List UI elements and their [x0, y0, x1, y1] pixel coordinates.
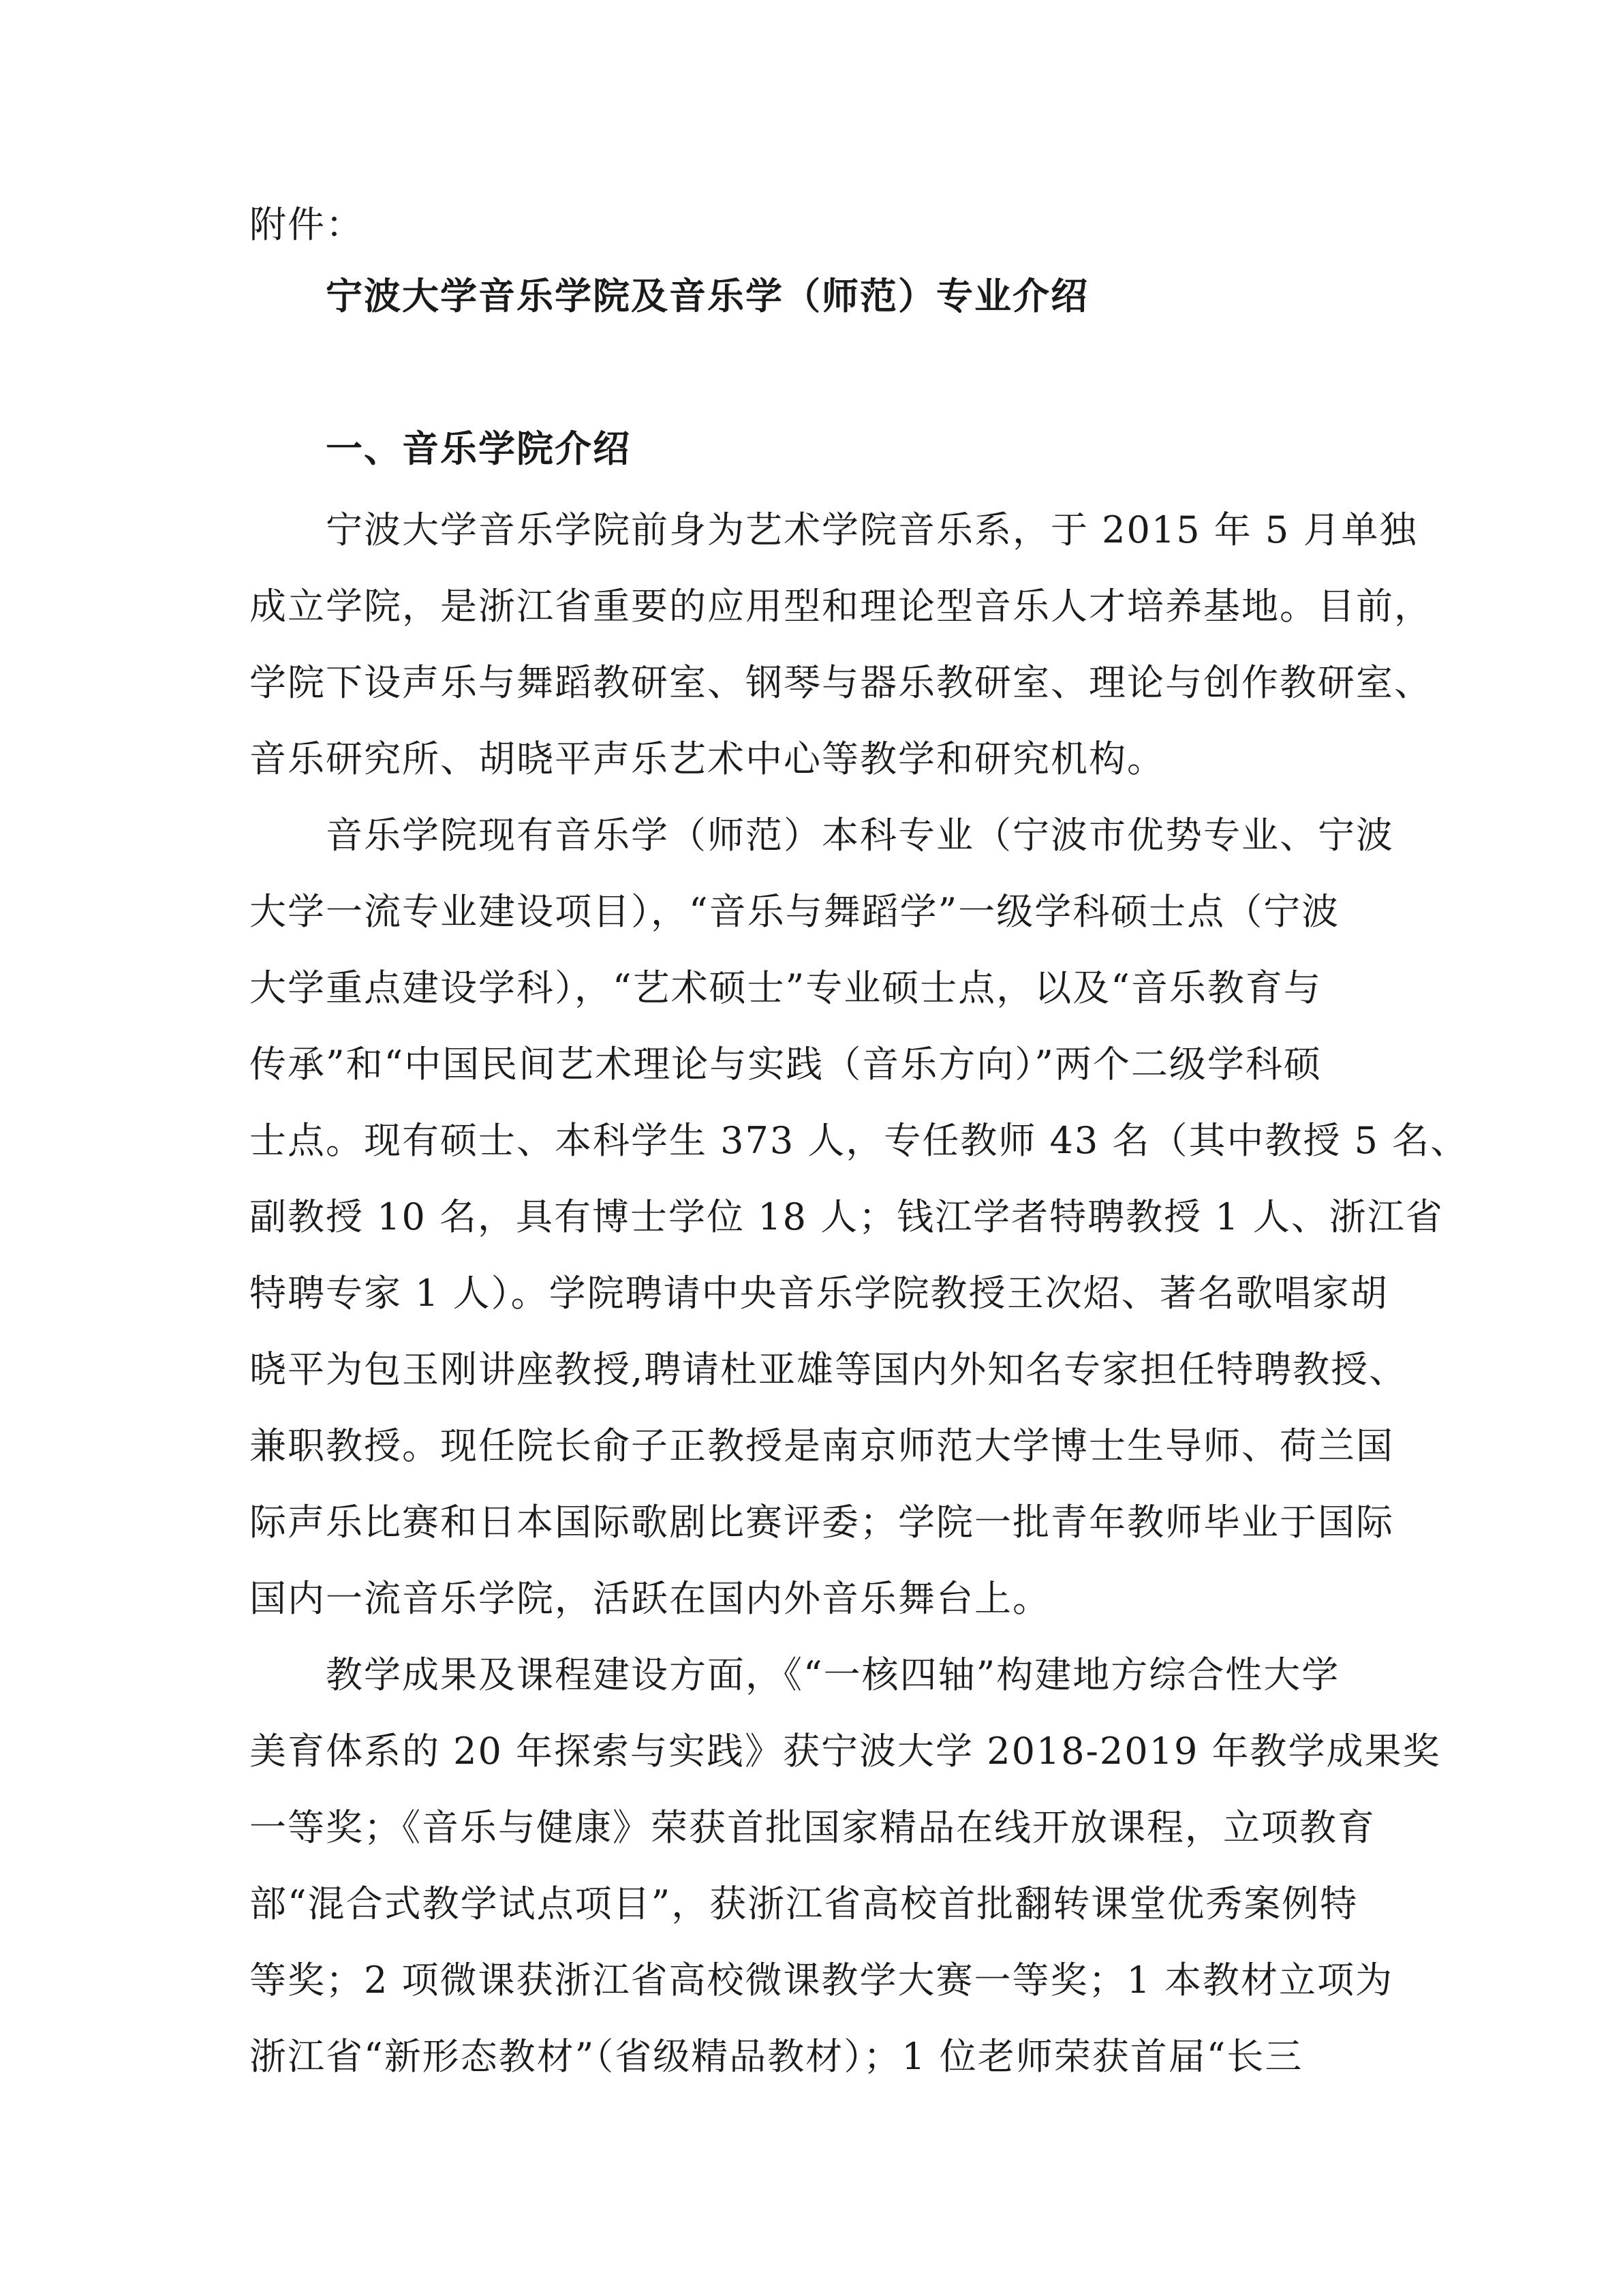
paragraph-line: 等奖；2 项微课获浙江省高校微课教学大赛一等奖；1 本教材立项为 — [249, 1959, 1394, 2002]
section-heading: 一、音乐学院介绍 — [326, 427, 631, 470]
paragraph-line: 晓平为包玉刚讲座教授,聘请杜亚雄等国内外知名专家担任特聘教授、 — [249, 1348, 1408, 1391]
paragraph-line: 音乐研究所、胡晓平声乐艺术中心等教学和研究机构。 — [249, 737, 1165, 780]
paragraph-line: 成立学院，是浙江省重要的应用型和理论型音乐人才培养基地。目前， — [249, 585, 1432, 628]
paragraph-line: 大学一流专业建设项目），“音乐与舞蹈学”一级学科硕士点（宁波 — [249, 890, 1340, 933]
paragraph-line: 兼职教授。现任院长俞子正教授是南京师范大学博士生导师、荷兰国 — [249, 1424, 1394, 1467]
paragraph-line: 国内一流音乐学院，活跃在国内外音乐舞台上。 — [249, 1577, 1051, 1620]
paragraph-line: 副教授 10 名，具有博士学位 18 人；钱江学者特聘教授 1 人、浙江省 — [249, 1195, 1444, 1238]
paragraph-line: 教学成果及课程建设方面，《“一核四轴”构建地方综合性大学 — [326, 1653, 1340, 1696]
paragraph-line: 浙江省“新形态教材”（省级精品教材）；1 位老师荣获首届“长三 — [249, 2035, 1303, 2078]
paragraph-line: 一等奖；《音乐与健康》荣获首批国家精品在线开放课程，立项教育 — [249, 1806, 1376, 1849]
attachment-label: 附件： — [249, 203, 364, 246]
document-title: 宁波大学音乐学院及音乐学（师范）专业介绍 — [326, 274, 1089, 318]
paragraph-line: 学院下设声乐与舞蹈教研室、钢琴与器乐教研室、理论与创作教研室、 — [249, 661, 1432, 704]
body-text — [249, 492, 1469, 2095]
paragraph-line: 部“混合式教学试点项目”，获浙江省高校首批翻转课堂优秀案例特 — [249, 1882, 1359, 1925]
paragraph-line: 宁波大学音乐学院前身为艺术学院音乐系，于 2015 年 5 月单独 — [326, 508, 1418, 551]
paragraph-line: 士点。现有硕士、本科学生 373 人，专任教师 43 名（其中教授 5 名、 — [249, 1119, 1469, 1162]
paragraph-line: 美育体系的 20 年探索与实践》获宁波大学 2018-2019 年教学成果奖 — [249, 1730, 1441, 1773]
paragraph-line: 际声乐比赛和日本国际歌剧比赛评委；学院一批青年教师毕业于国际 — [249, 1501, 1394, 1544]
paragraph-line: 传承”和“中国民间艺术理论与实践（音乐方向）”两个二级学科硕 — [249, 1043, 1322, 1086]
paragraph-line: 大学重点建设学科），“艺术硕士”专业硕士点，以及“音乐教育与 — [249, 966, 1322, 1009]
paragraph-line: 音乐学院现有音乐学（师范）本科专业（宁波市优势专业、宁波 — [326, 814, 1394, 857]
paragraph-line: 特聘专家 1 人）。学院聘请中央音乐学院教授王次炤、著名歌唱家胡 — [249, 1272, 1389, 1315]
